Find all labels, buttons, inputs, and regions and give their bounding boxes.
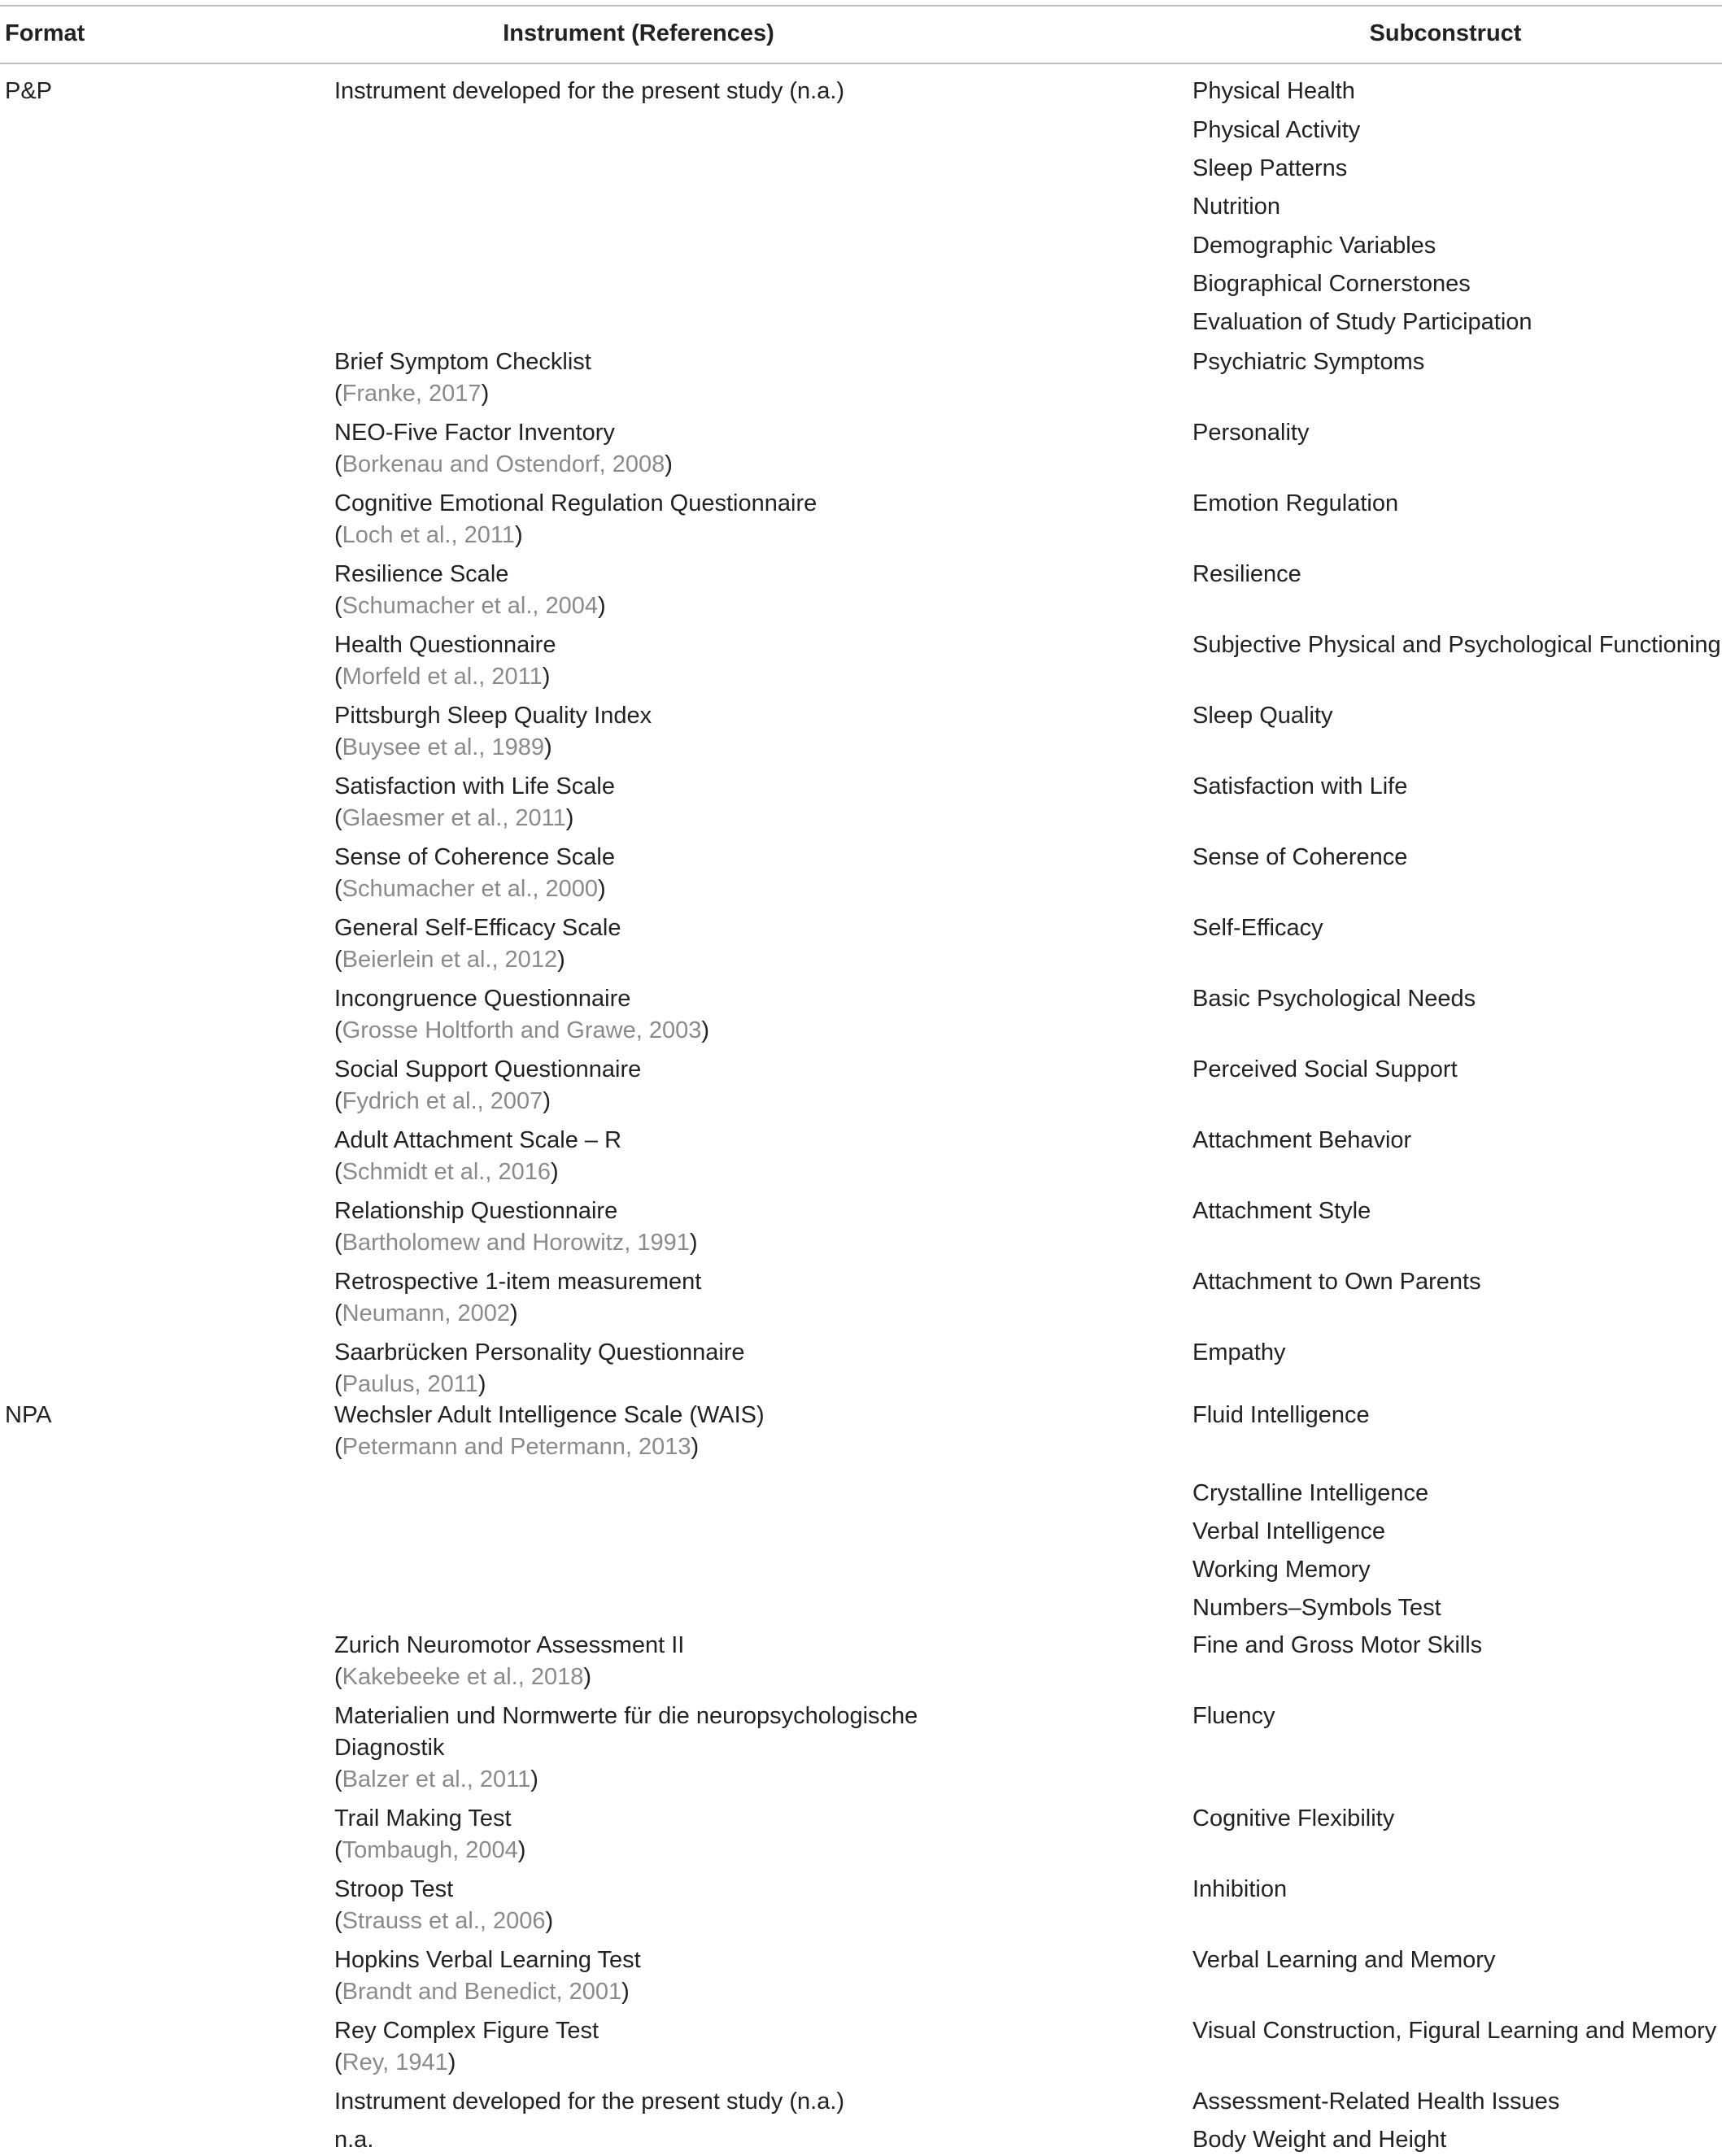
instrument-name: Zurich Neuromotor Assessment II — [334, 1632, 685, 1658]
instrument-name: Saarbrücken Personality Questionnaire — [334, 1339, 745, 1365]
subconstruct-cell: Sleep Patterns — [1192, 155, 1348, 181]
instrument-name: Trail Making Test — [334, 1805, 512, 1832]
subconstruct-cell: Physical Health — [1192, 78, 1355, 104]
instrument-reference: (Strauss et al., 2006) — [334, 1908, 554, 1934]
header-instrument: Instrument (References) — [503, 20, 774, 46]
instrument-name: General Self-Efficacy Scale — [334, 915, 621, 941]
header-format: Format — [5, 20, 85, 46]
instrument-name: n.a. — [334, 2127, 374, 2153]
reference-link[interactable]: Fydrich et al., 2007 — [342, 1088, 543, 1114]
instrument-reference: (Loch et al., 2011) — [334, 522, 523, 548]
reference-link[interactable]: Grosse Holtforth and Grawe, 2003 — [342, 1017, 702, 1043]
subconstruct-cell: Working Memory — [1192, 1557, 1371, 1583]
subconstruct-cell: Biographical Cornerstones — [1192, 271, 1471, 297]
instrument-name: Hopkins Verbal Learning Test — [334, 1947, 641, 1973]
format-cell: P&P — [5, 78, 53, 104]
subconstruct-cell: Subjective Physical and Psychological Functioning — [1192, 632, 1721, 658]
header-subconstruct: Subconstruct — [1369, 20, 1522, 46]
reference-link[interactable]: Kakebeeke et al., 2018 — [342, 1664, 584, 1690]
instrument-name: Materialien und Normwerte für die neuropsychologische — [334, 1703, 918, 1729]
header-rule — [0, 63, 1722, 64]
instrument-reference: (Paulus, 2011) — [334, 1371, 486, 1397]
instrument-name: Incongruence Questionnaire — [334, 986, 631, 1012]
subconstruct-cell: Evaluation of Study Participation — [1192, 309, 1532, 335]
instrument-name: Cognitive Emotional Regulation Questionnaire — [334, 490, 817, 516]
instrument-name: Retrospective 1-item measurement — [334, 1269, 702, 1295]
subconstruct-cell: Physical Activity — [1192, 117, 1361, 143]
subconstruct-cell: Assessment-Related Health Issues — [1192, 2088, 1560, 2115]
instrument-reference: (Rey, 1941) — [334, 2049, 456, 2075]
instrument-name: Instrument developed for the present study (n.a.) — [334, 78, 845, 104]
instrument-name: Social Support Questionnaire — [334, 1056, 642, 1082]
reference-link[interactable]: Loch et al., 2011 — [342, 522, 515, 548]
table-top-rule — [0, 5, 1722, 7]
reference-link[interactable]: Bartholomew and Horowitz, 1991 — [342, 1230, 690, 1256]
instrument-reference: (Morfeld et al., 2011) — [334, 664, 551, 690]
subconstruct-cell: Attachment to Own Parents — [1192, 1269, 1481, 1295]
reference-link[interactable]: Strauss et al., 2006 — [342, 1908, 546, 1934]
instrument-reference: (Balzer et al., 2011) — [334, 1766, 538, 1792]
reference-link[interactable]: Neumann, 2002 — [342, 1300, 511, 1326]
instrument-reference: (Kakebeeke et al., 2018) — [334, 1664, 592, 1690]
reference-link[interactable]: Paulus, 2011 — [342, 1371, 478, 1397]
reference-link[interactable]: Rey, 1941 — [342, 2049, 448, 2075]
subconstruct-cell: Verbal Intelligence — [1192, 1518, 1385, 1544]
instrument-name: Instrument developed for the present study (n.a.) — [334, 2088, 845, 2115]
format-cell: NPA — [5, 1402, 52, 1428]
reference-link[interactable]: Glaesmer et al., 2011 — [342, 805, 566, 831]
subconstruct-cell: Numbers–Symbols Test — [1192, 1595, 1441, 1621]
reference-link[interactable]: Schmidt et al., 2016 — [342, 1159, 551, 1185]
instrument-reference: (Petermann and Petermann, 2013) — [334, 1434, 700, 1460]
instrument-reference: (Neumann, 2002) — [334, 1300, 518, 1326]
subconstruct-cell: Fluid Intelligence — [1192, 1402, 1370, 1428]
instrument-name: Resilience Scale — [334, 561, 509, 587]
subconstruct-cell: Nutrition — [1192, 194, 1280, 220]
instrument-reference: (Borkenau and Ostendorf, 2008) — [334, 451, 673, 477]
instrument-name: Adult Attachment Scale – R — [334, 1127, 622, 1153]
subconstruct-cell: Self-Efficacy — [1192, 915, 1323, 941]
subconstruct-cell: Visual Construction, Figural Learning and Memory — [1192, 2018, 1717, 2044]
reference-link[interactable]: Tombaugh, 2004 — [342, 1837, 518, 1863]
subconstruct-cell: Emotion Regulation — [1192, 490, 1399, 516]
instrument-name: Brief Symptom Checklist — [334, 349, 591, 375]
reference-link[interactable]: Brandt and Benedict, 2001 — [342, 1979, 622, 2005]
instrument-name: Rey Complex Figure Test — [334, 2018, 599, 2044]
subconstruct-cell: Attachment Behavior — [1192, 1127, 1412, 1153]
reference-link[interactable]: Petermann and Petermann, 2013 — [342, 1434, 691, 1460]
subconstruct-cell: Psychiatric Symptoms — [1192, 349, 1425, 375]
instrument-reference: (Grosse Holtforth and Grawe, 2003) — [334, 1017, 710, 1043]
reference-link[interactable]: Borkenau and Ostendorf, 2008 — [342, 451, 665, 477]
reference-link[interactable]: Morfeld et al., 2011 — [342, 664, 543, 690]
instrument-reference: (Fydrich et al., 2007) — [334, 1088, 551, 1114]
instrument-reference: (Schumacher et al., 2000) — [334, 876, 606, 902]
instrument-reference: (Beierlein et al., 2012) — [334, 947, 565, 973]
instrument-name-continued: Diagnostik — [334, 1735, 445, 1761]
subconstruct-cell: Inhibition — [1192, 1876, 1288, 1902]
subconstruct-cell: Personality — [1192, 420, 1310, 446]
subconstruct-cell: Demographic Variables — [1192, 233, 1436, 259]
subconstruct-cell: Resilience — [1192, 561, 1301, 587]
instrument-name: Stroop Test — [334, 1876, 454, 1902]
subconstruct-cell: Empathy — [1192, 1339, 1286, 1365]
instrument-name: Relationship Questionnaire — [334, 1198, 618, 1224]
reference-link[interactable]: Balzer et al., 2011 — [342, 1766, 531, 1792]
reference-link[interactable]: Schumacher et al., 2004 — [342, 593, 599, 619]
subconstruct-cell: Satisfaction with Life — [1192, 773, 1408, 799]
reference-link[interactable]: Beierlein et al., 2012 — [342, 947, 558, 973]
instrument-reference: (Bartholomew and Horowitz, 1991) — [334, 1230, 698, 1256]
reference-link[interactable]: Franke, 2017 — [342, 381, 482, 407]
subconstruct-cell: Sense of Coherence — [1192, 844, 1408, 870]
reference-link[interactable]: Schumacher et al., 2000 — [342, 876, 599, 902]
subconstruct-cell: Basic Psychological Needs — [1192, 986, 1476, 1012]
subconstruct-cell: Verbal Learning and Memory — [1192, 1947, 1496, 1973]
instrument-reference: (Schumacher et al., 2004) — [334, 593, 606, 619]
instrument-reference: (Franke, 2017) — [334, 381, 490, 407]
instrument-name: Satisfaction with Life Scale — [334, 773, 615, 799]
reference-link[interactable]: Buysee et al., 1989 — [342, 734, 544, 760]
subconstruct-cell: Perceived Social Support — [1192, 1056, 1458, 1082]
instrument-reference: (Schmidt et al., 2016) — [334, 1159, 559, 1185]
subconstruct-cell: Fine and Gross Motor Skills — [1192, 1632, 1483, 1658]
subconstruct-cell: Fluency — [1192, 1703, 1275, 1729]
instrument-name: Sense of Coherence Scale — [334, 844, 615, 870]
instrument-name: Pittsburgh Sleep Quality Index — [334, 703, 652, 729]
instrument-reference: (Buysee et al., 1989) — [334, 734, 552, 760]
subconstruct-cell: Sleep Quality — [1192, 703, 1333, 729]
instrument-name: Health Questionnaire — [334, 632, 556, 658]
subconstruct-cell: Crystalline Intelligence — [1192, 1480, 1429, 1506]
subconstruct-cell: Body Weight and Height — [1192, 2127, 1447, 2153]
instrument-reference: (Tombaugh, 2004) — [334, 1837, 526, 1863]
instrument-reference: (Brandt and Benedict, 2001) — [334, 1979, 630, 2005]
subconstruct-cell: Attachment Style — [1192, 1198, 1371, 1224]
instrument-reference: (Glaesmer et al., 2011) — [334, 805, 574, 831]
instrument-name: Wechsler Adult Intelligence Scale (WAIS) — [334, 1402, 765, 1428]
subconstruct-cell: Cognitive Flexibility — [1192, 1805, 1395, 1832]
instrument-name: NEO-Five Factor Inventory — [334, 420, 615, 446]
